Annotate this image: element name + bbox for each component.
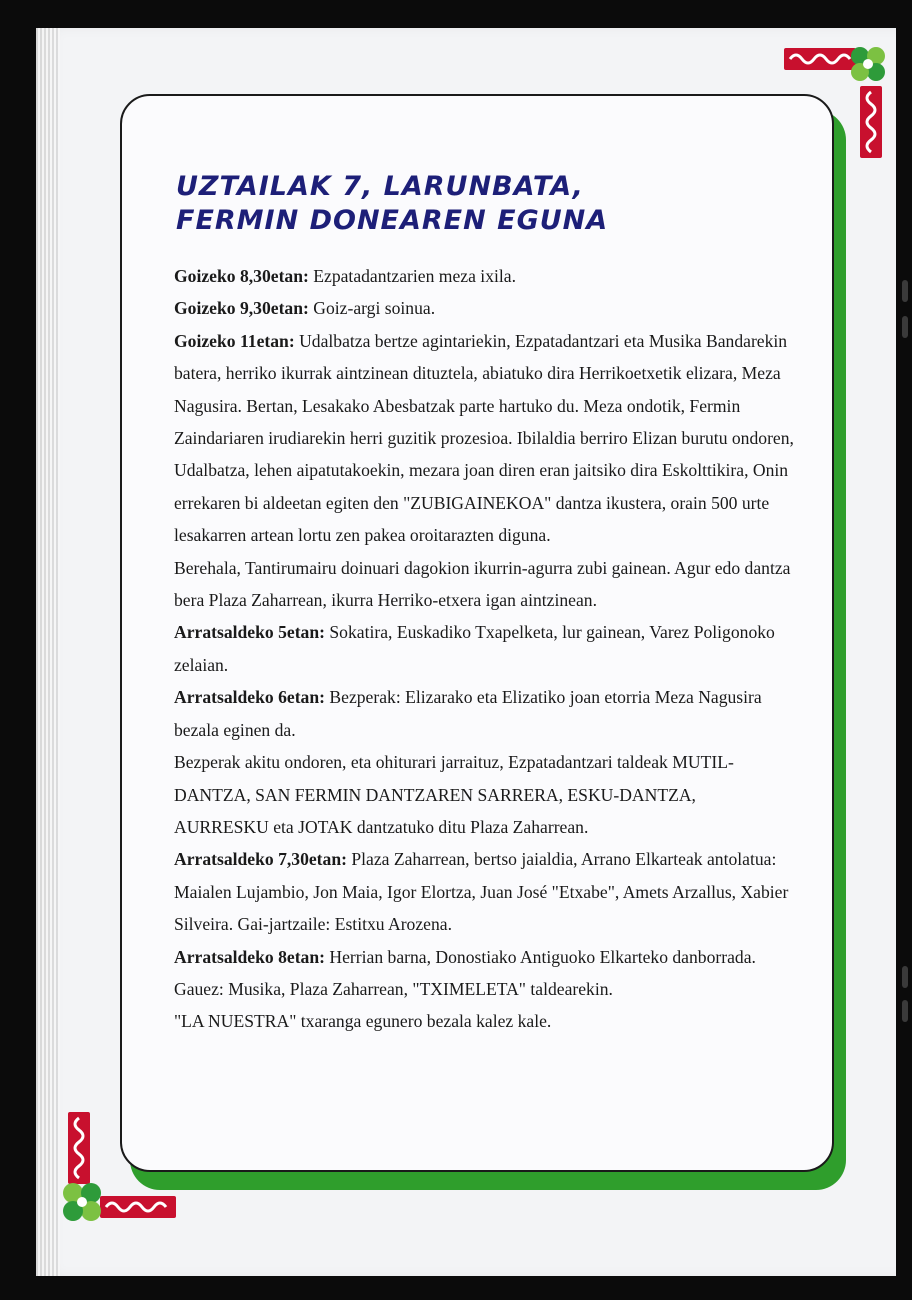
lauburu-corner-icon	[56, 1110, 180, 1226]
schedule-entry	[174, 941, 794, 973]
entry-text: Goiz-argi soinua.	[308, 298, 436, 319]
entry-time: Goizeko 8,30etan:	[174, 266, 309, 286]
entry-time: Goizeko 9,30etan:	[174, 298, 309, 319]
schedule-entry	[174, 1005, 794, 1037]
title-line-2: FERMIN DONEAREN EGUNA	[176, 205, 609, 236]
page-title	[176, 170, 608, 238]
schedule-entry	[174, 746, 794, 843]
entry-text: Udalbatza bertze agintariekin, Ezpatadantzari eta Musika Bandarekin batera, herriko ikurrak aintzinean dituztela, abiatuko dira Herrikoetxetik elizara, Meza Nagusira. Bertan, Lesakako Abesbatzak parte hartuko du. Meza ondotik, Fermin Zaindariaren irudiarekin herri guzitik prozesioa. Ibilaldia berriro Elizan burutu ondoren, Udalbatza, lehen aipatutakoekin, mezara joan diren eran jaitsiko dira Eskolttikira, Onin errekaren bi aldeetan egiten den "ZUBIGAINEKOA" dantza ikustera, orain 500 urte lesakarren artean lortu zen pakea oroitarazten diguna.	[174, 330, 794, 546]
binding-hole	[902, 966, 908, 988]
binding-hole	[902, 1000, 908, 1022]
lauburu-corner-icon	[782, 42, 888, 162]
entry-text: Bezperak: Elizarako eta Elizatiko joan etorria Meza Nagusira bezala eginen da.	[174, 687, 762, 740]
entry-time: Arratsaldeko 7,30etan:	[174, 849, 347, 870]
schedule-entry	[174, 681, 794, 746]
schedule-entry	[174, 552, 794, 617]
entry-text: Ezpatadantzarien meza ixila.	[308, 266, 516, 286]
schedule-entry	[174, 973, 794, 1005]
entry-text: Berehala, Tantirumairu doinuari dagokion ikurrin-agurra zubi gainean. Agur edo dantza bera Plaza Zaharrean, ikurra Herriko-etxera igan aintzinean.	[174, 557, 791, 611]
schedule-entry	[174, 325, 794, 552]
schedule-entry	[174, 260, 794, 292]
entry-text: "LA NUESTRA" txaranga egunero bezala kalez kale.	[174, 1011, 552, 1032]
entry-text: Sokatira, Euskadiko Txapelketa, lur gainean, Varez Poligonoko zelaian.	[174, 622, 775, 675]
entry-time: Arratsaldeko 6etan:	[174, 687, 325, 708]
page-edges	[36, 28, 60, 1276]
entry-time: Arratsaldeko 8etan:	[174, 946, 325, 967]
entry-time: Goizeko 11etan:	[174, 330, 295, 351]
schedule-text	[174, 260, 794, 1038]
entry-time: Arratsaldeko 5etan:	[174, 622, 325, 643]
title-line-1: UZTAILAK 7, LARUNBATA,	[176, 171, 584, 202]
binding-hole	[902, 316, 908, 338]
schedule-entry	[174, 292, 794, 324]
entry-text: Plaza Zaharrean, bertso jaialdia, Arrano Elkarteak antolatua: Maialen Lujambio, Jon Maia, Igor Elortza, Juan José "Etxabe", Amets Arzallus, Xabier Silveira. Gai-jartzaile: Estitxu Arozena.	[174, 849, 789, 935]
entry-text: Gauez: Musika, Plaza Zaharrean, "TXIMELETA" taldearekin.	[174, 978, 613, 999]
binding-hole	[902, 280, 908, 302]
entry-text: Herrian barna, Donostiako Antiguoko Elkarteko danborrada.	[325, 946, 756, 967]
schedule-entry	[174, 616, 794, 681]
schedule-entry	[174, 843, 794, 940]
entry-text: Bezperak akitu ondoren, eta ohiturari jarraituz, Ezpatadantzari taldeak MUTIL-DANTZA, SAN FERMIN DANTZAREN SARRERA, ESKU-DANTZA, AURRESKU eta JOTAK dantzatuko ditu Plaza Zaharrean.	[174, 752, 734, 837]
